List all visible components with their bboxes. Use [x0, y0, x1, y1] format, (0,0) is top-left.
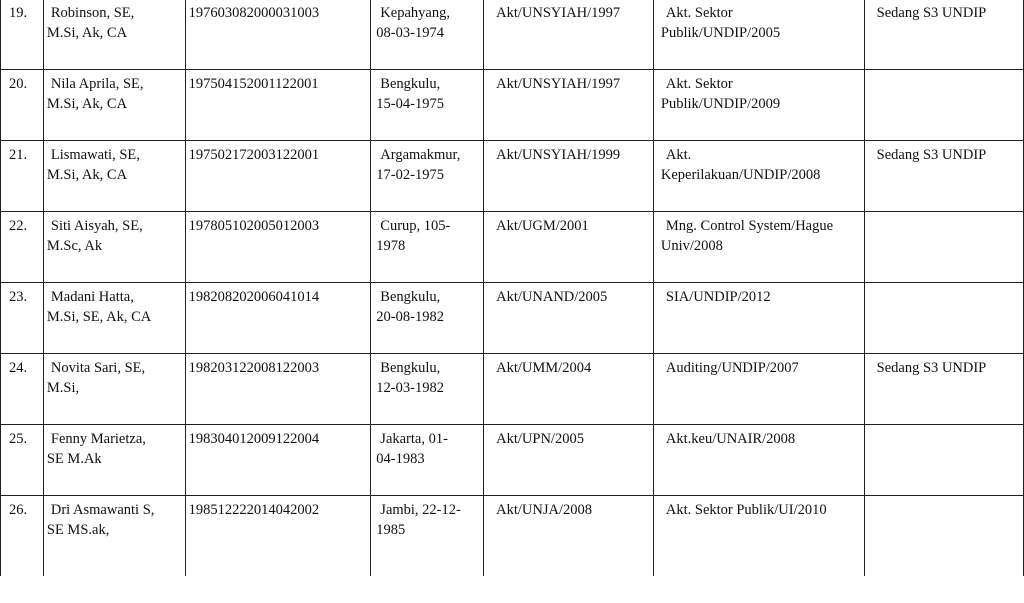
- bachelor-degree: Akt/UNSYIAH/1997: [484, 70, 654, 141]
- bachelor-degree: Akt/UGM/2001: [484, 212, 654, 283]
- remarks: [864, 283, 1023, 354]
- remarks: Sedang S3 UNDIP: [864, 354, 1023, 425]
- table-row: [1, 212, 1024, 283]
- master-degree: Akt. Sektor Publik/UI/2010: [653, 496, 864, 576]
- lecturer-nip: 197805102005012003: [185, 212, 371, 283]
- remarks: Sedang S3 UNDIP: [864, 141, 1023, 212]
- master-degree: Akt. Sektor Publik/UNDIP/2009: [653, 70, 864, 141]
- master-degree: Mng. Control System/Hague Univ/2008: [653, 212, 864, 283]
- table-row: [1, 425, 1024, 496]
- row-number: 19.: [1, 0, 44, 70]
- birth-place-date: Jambi, 22-12- 1985: [371, 496, 484, 576]
- lecturer-nip: 198203122008122003: [185, 354, 371, 425]
- row-number: 24.: [1, 354, 44, 425]
- lecturer-nip: 197504152001122001: [185, 70, 371, 141]
- master-degree: Akt. Keperilakuan/UNDIP/2008: [653, 141, 864, 212]
- table-row: [1, 283, 1024, 354]
- row-number: 23.: [1, 283, 44, 354]
- row-number: 22.: [1, 212, 44, 283]
- lecturer-nip: 198304012009122004: [185, 425, 371, 496]
- remarks: [864, 70, 1023, 141]
- remarks: [864, 425, 1023, 496]
- bachelor-degree: Akt/UNAND/2005: [484, 283, 654, 354]
- birth-place-date: Argamakmur, 17-02-1975: [371, 141, 484, 212]
- table-row: [1, 141, 1024, 212]
- row-number: 20.: [1, 70, 44, 141]
- row-number: 26.: [1, 496, 44, 576]
- birth-place-date: Curup, 105- 1978: [371, 212, 484, 283]
- bachelor-degree: Akt/UNSYIAH/1999: [484, 141, 654, 212]
- master-degree: Akt. Sektor Publik/UNDIP/2005: [653, 0, 864, 70]
- lecturer-name: Lismawati, SE, M.Si, Ak, CA: [43, 141, 185, 212]
- bachelor-degree: Akt/UPN/2005: [484, 425, 654, 496]
- birth-place-date: Jakarta, 01- 04-1983: [371, 425, 484, 496]
- lecturer-name: Robinson, SE, M.Si, Ak, CA: [43, 0, 185, 70]
- lecturer-name: Madani Hatta, M.Si, SE, Ak, CA: [43, 283, 185, 354]
- table-row: [1, 70, 1024, 141]
- lecturer-name: Siti Aisyah, SE, M.Sc, Ak: [43, 212, 185, 283]
- lecturer-nip: 198208202006041014: [185, 283, 371, 354]
- remarks: [864, 496, 1023, 576]
- birth-place-date: Bengkulu, 15-04-1975: [371, 70, 484, 141]
- bachelor-degree: Akt/UNJA/2008: [484, 496, 654, 576]
- lecturer-name: Nila Aprila, SE, M.Si, Ak, CA: [43, 70, 185, 141]
- master-degree: Auditing/UNDIP/2007: [653, 354, 864, 425]
- table-row: [1, 354, 1024, 425]
- lecturer-nip: 198512222014042002: [185, 496, 371, 576]
- lecturer-name: Novita Sari, SE, M.Si,: [43, 354, 185, 425]
- table-row: [1, 496, 1024, 576]
- row-number: 21.: [1, 141, 44, 212]
- lecturer-name: Fenny Marietza, SE M.Ak: [43, 425, 185, 496]
- lecturer-nip: 197603082000031003: [185, 0, 371, 70]
- remarks: Sedang S3 UNDIP: [864, 0, 1023, 70]
- birth-place-date: Bengkulu, 20-08-1982: [371, 283, 484, 354]
- table-row: [1, 0, 1024, 70]
- master-degree: SIA/UNDIP/2012: [653, 283, 864, 354]
- birth-place-date: Kepahyang, 08-03-1974: [371, 0, 484, 70]
- bachelor-degree: Akt/UMM/2004: [484, 354, 654, 425]
- row-number: 25.: [1, 425, 44, 496]
- lecturer-nip: 197502172003122001: [185, 141, 371, 212]
- lecturer-name: Dri Asmawanti S, SE MS.ak,: [43, 496, 185, 576]
- bachelor-degree: Akt/UNSYIAH/1997: [484, 0, 654, 70]
- remarks: [864, 212, 1023, 283]
- birth-place-date: Bengkulu, 12-03-1982: [371, 354, 484, 425]
- master-degree: Akt.keu/UNAIR/2008: [653, 425, 864, 496]
